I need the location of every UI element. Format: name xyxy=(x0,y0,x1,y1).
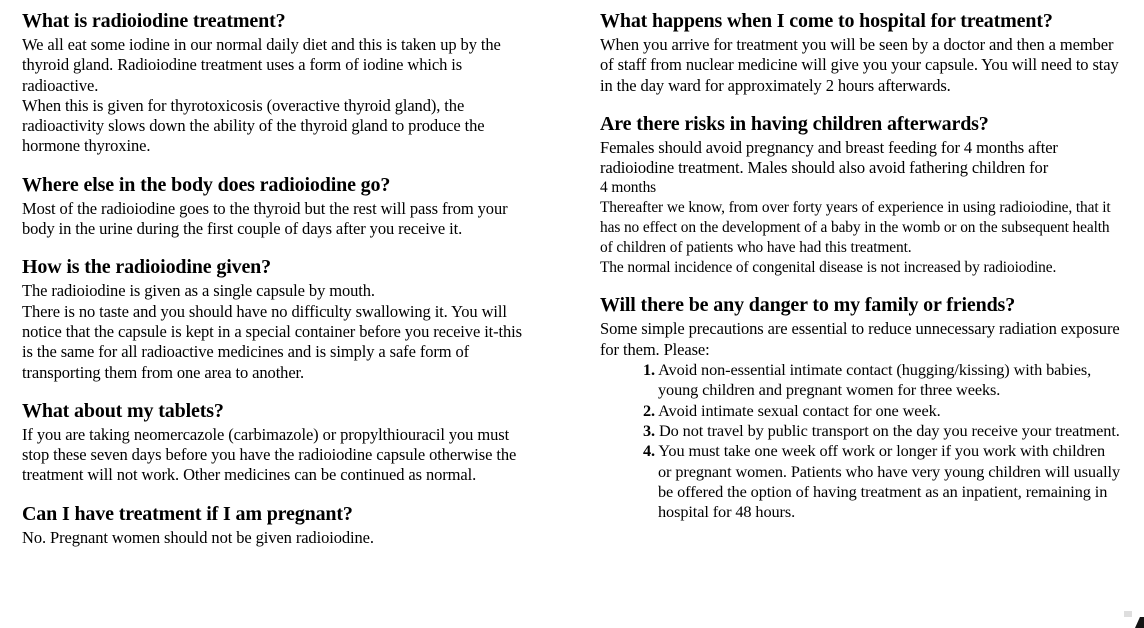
section-danger-to-family-or-friends xyxy=(600,294,1120,522)
section-paragraph: No. Pregnant women should not be given radioiodine. xyxy=(22,527,374,547)
section-paragraph: Some simple precautions are essential to reduce unnecessary radiation exposure for them. Please: xyxy=(600,319,1120,359)
section-what-is-radioiodine-treatment xyxy=(22,10,532,157)
section-heading: Where else in the body does radioiodine go? xyxy=(22,173,391,196)
page-corner-mark xyxy=(1135,617,1144,628)
precautions-list xyxy=(600,360,1120,522)
section-paragraph: We all eat some iodine in our normal daily diet and this is taken up by the thyroid gland. Radioiodine treatment uses a form of iodine which is radioactive. xyxy=(22,35,501,95)
section-paragraph: Females should avoid pregnancy and breast feeding for 4 months after radioiodine treatment. Males should also avoid fathering children for xyxy=(600,137,1058,178)
list-item xyxy=(643,441,1120,522)
section-heading: Can I have treatment if I am pregnant? xyxy=(22,502,353,525)
list-item xyxy=(643,401,1120,421)
list-item-text: Avoid non-essential intimate contact (hugging/kissing) with babies, young children and pregnant women for three weeks. xyxy=(658,360,1092,400)
list-item-number: 2. xyxy=(643,400,656,420)
section-heading: Are there risks in having children afterwards? xyxy=(600,112,989,135)
section-paragraph: The radioiodine is given as a single capsule by mouth. xyxy=(22,281,375,301)
section-paragraph: When you arrive for treatment you will be seen by a doctor and then a member of staff from nuclear medicine will give you your capsule. You will need to stay in the day ward for approximately 2 hours afterwards. xyxy=(600,35,1119,95)
list-item-number: 4. xyxy=(643,441,656,461)
section-heading: What about my tablets? xyxy=(22,399,224,422)
section-heading: What happens when I come to hospital for treatment? xyxy=(600,10,1053,32)
list-item-number: 3. xyxy=(643,420,656,440)
right-column xyxy=(600,0,1120,522)
list-item xyxy=(643,360,1120,401)
list-item xyxy=(643,421,1120,441)
section-heading: How is the radioiodine given? xyxy=(22,256,271,279)
section-treatment-if-pregnant xyxy=(22,503,532,548)
list-item-text: You must take one week off work or longer if you work with children or pregnant women. Patients who have very young children will usually be offered the option of having treatment as an inpatient, remaining in hospital for 48 hours. xyxy=(658,441,1120,522)
section-risks-having-children xyxy=(600,113,1120,278)
list-item-number: 1. xyxy=(643,360,656,380)
section-paragraph: The normal incidence of congenital disease is not increased by radioiodine. xyxy=(600,258,1057,276)
section-heading: Will there be any danger to my family or friends? xyxy=(600,294,1016,317)
section-paragraph: When this is given for thyrotoxicosis (overactive thyroid gland), the radioactivity slows down the ability of the thyroid gland to produce the hormone thyroxine. xyxy=(22,95,485,156)
section-what-happens-at-hospital xyxy=(600,10,1120,96)
list-item-text: Do not travel by public transport on the day you receive your treatment. xyxy=(659,420,1120,440)
section-paragraph: Most of the radioiodine goes to the thyroid but the rest will pass from your body in the urine during the first couple of days after you receive it. xyxy=(22,198,508,239)
left-column xyxy=(22,0,532,548)
section-what-about-my-tablets xyxy=(22,400,532,486)
section-paragraph: There is no taste and you should have no difficulty swallowing it. You will notice that the capsule is kept in a special container before you receive it-this is the same for all radioactive medicines and is simply a safe form of transporting them from one area to another. xyxy=(22,301,522,382)
scan-artifact-speck xyxy=(1124,611,1132,617)
section-how-is-radioiodine-given xyxy=(22,256,532,382)
section-paragraph: Thereafter we know, from over forty years of experience in using radioiodine, that it has no effect on the development of a baby in the womb or on the subsequent health of children of patients who have had this treatment. xyxy=(600,199,1111,256)
section-paragraph: 4 months xyxy=(600,179,657,197)
section-where-else-does-radioiodine-go xyxy=(22,174,532,240)
section-paragraph: If you are taking neomercazole (carbimazole) or propylthiouracil you must stop these seven days before you have the radioiodine capsule otherwise the treatment will not work. Other medicines can be continued as normal. xyxy=(22,424,517,485)
list-item-text: Avoid intimate sexual contact for one week. xyxy=(658,400,941,420)
section-heading: What is radioiodine treatment? xyxy=(22,10,286,32)
